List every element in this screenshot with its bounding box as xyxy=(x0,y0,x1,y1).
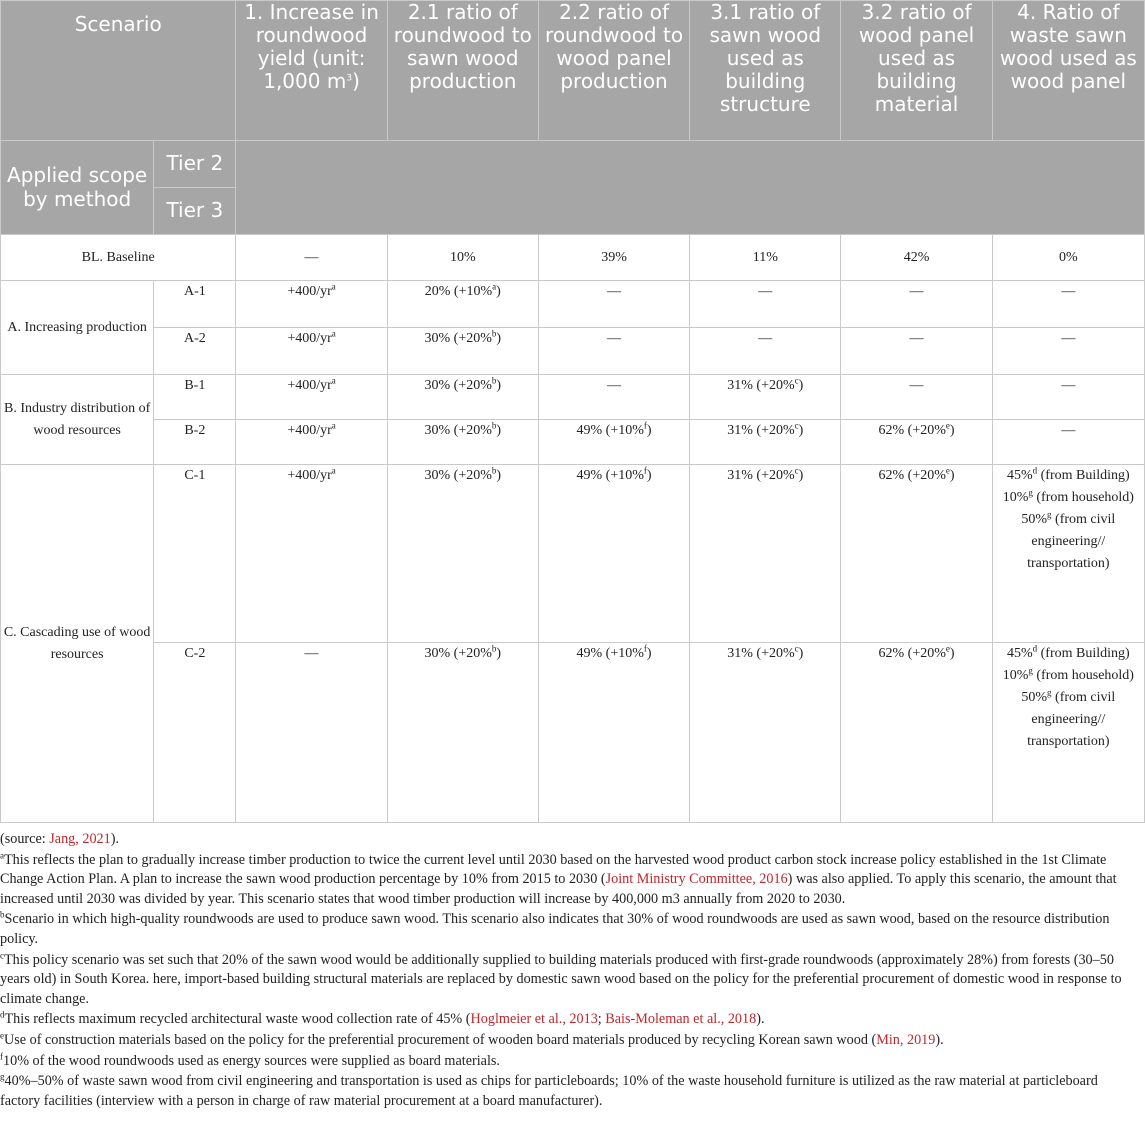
note-text: This reflects maximum recycled architectural waste wood collection rate of 45% ( xyxy=(4,1011,471,1028)
scenario-id: C-1 xyxy=(154,465,236,643)
group-b: B. Industry distribution of wood resources xyxy=(1,375,154,465)
header-sup: 3 xyxy=(346,73,353,84)
cell-value-end: ) xyxy=(496,468,502,483)
cell-value: +400/yr xyxy=(287,423,332,438)
cell xyxy=(690,643,841,823)
cell-value-end: ) xyxy=(949,468,955,483)
cell: 42% xyxy=(841,235,992,281)
cell xyxy=(841,465,992,643)
footnote-mark: g xyxy=(1028,487,1033,498)
cell: — xyxy=(841,375,992,420)
footnote-mark: f xyxy=(643,420,647,431)
footnote-g xyxy=(0,1072,1140,1111)
cell: — xyxy=(236,643,387,823)
cell xyxy=(236,465,387,643)
footnote-mark: e xyxy=(945,643,950,654)
cell: — xyxy=(841,328,992,375)
waste-cell xyxy=(992,643,1144,823)
cell-value-end: ) xyxy=(646,646,652,661)
cell xyxy=(690,375,841,420)
footnote-mark: b xyxy=(491,328,497,339)
note-text: This reflects the plan to gradually increase timber production to twice the current level until 2030 based on the harvested wood product carbon stock increase policy established in the 1st Climate Change Action Plan. A plan to increase the sawn wood production percentage by 10% from 2015 to 2030 ( xyxy=(0,851,1107,888)
cell-value-end: ) xyxy=(496,646,502,661)
cell: 0% xyxy=(992,235,1144,281)
footnote-mark: d xyxy=(1032,643,1038,654)
cell: — xyxy=(236,235,387,281)
cell-value: 62% (+20% xyxy=(878,646,946,661)
cell-value: 62% (+20% xyxy=(878,423,946,438)
waste-value: 50% xyxy=(1021,690,1048,705)
footnote-mark: c xyxy=(794,465,799,476)
cell: — xyxy=(538,375,689,420)
waste-source: (from civil engineering// transportation) xyxy=(1027,690,1116,749)
cell-value: +400/yr xyxy=(287,284,332,299)
cell: — xyxy=(538,328,689,375)
waste-value: 50% xyxy=(1021,512,1048,527)
waste-value: 10% xyxy=(1002,668,1029,683)
cell-value: +400/yr xyxy=(287,331,332,346)
cell-value-end: ) xyxy=(798,646,804,661)
cell: — xyxy=(992,420,1144,465)
cell-value: 30% (+20% xyxy=(424,378,492,393)
header-roundwood-yield xyxy=(236,1,387,141)
cell xyxy=(387,281,538,328)
footnote-d xyxy=(0,1010,1140,1030)
footnote-a xyxy=(0,851,1140,910)
footnote-mark: c xyxy=(794,420,799,431)
header-scenario: Scenario xyxy=(1,1,236,141)
note-text: ). xyxy=(756,1011,765,1028)
footnote-mark: f xyxy=(0,1050,3,1061)
cell-value-end: ) xyxy=(949,423,955,438)
note-text: Scenario in which high-quality roundwoods are used to produce sawn wood. This scenario also indicates that 30% of wood roundwoods are used as sawn wood, based on the resource distribution policy. xyxy=(0,911,1110,947)
note-text: This policy scenario was set such that 20% of the sawn wood would be additionally supplied to building materials produced with first-grade roundwoods (approximately 28%) from forests (30–50 years old) in South Korea. here, import-based building structural materials are replaced by domestic sawn wood based on the policy for the preferential procurement of domestic wood in response to climate change. xyxy=(0,951,1122,1007)
footnote-mark: c xyxy=(794,375,799,386)
cell xyxy=(690,465,841,643)
cell-value: +400/yr xyxy=(287,468,332,483)
footnote-mark: e xyxy=(0,1030,4,1041)
cell: — xyxy=(992,328,1144,375)
cell: — xyxy=(992,281,1144,328)
scenario-id: A-2 xyxy=(154,328,236,375)
cell-value: 31% (+20% xyxy=(727,646,795,661)
note-text: ). xyxy=(110,831,120,847)
header-sawn-wood-ratio: 2.1 ratio of roundwood to sawn wood production xyxy=(387,1,538,141)
waste-source: (from Building) xyxy=(1037,468,1130,483)
cell-value: +400/yr xyxy=(287,378,332,393)
header-building-material-ratio: 3.2 ratio of wood panel used as building material xyxy=(841,1,992,141)
header-building-structure-ratio: 3.1 ratio of sawn wood used as building structure xyxy=(690,1,841,141)
table-row xyxy=(1,420,1145,465)
cell-value: 49% (+10% xyxy=(576,423,644,438)
footnote-mark: d xyxy=(1032,465,1038,476)
note-text: ) was also applied. To apply this scenario, the amount that increased until 2030 was divided by year. This scenario states that wood timber production will increase by 400,000 m3 annually from 2020 to 2030. xyxy=(0,871,1117,907)
header-wood-panel-ratio: 2.2 ratio of roundwood to wood panel production xyxy=(538,1,689,141)
header-row xyxy=(1,1,1145,141)
cell-value: 31% (+20% xyxy=(727,378,795,393)
cell-value-end: ) xyxy=(798,468,804,483)
cell-value: 62% (+20% xyxy=(878,468,946,483)
footnote-mark: b xyxy=(0,909,5,920)
footnote-mark: a xyxy=(331,375,336,386)
cell-value: 20% (+10% xyxy=(424,284,493,299)
footnote-mark: a xyxy=(0,849,4,860)
cell xyxy=(690,420,841,465)
cell-value-end: ) xyxy=(798,378,804,393)
footnote-c xyxy=(0,951,1140,1010)
cell-value-end: ) xyxy=(798,423,804,438)
citation-link[interactable]: Jang, 2021 xyxy=(49,831,111,847)
group-baseline: BL. Baseline xyxy=(1,235,236,281)
note-text: Use of construction materials based on the policy for the preferential procurement of wooden board materials produced by recycling Korean sawn wood ( xyxy=(4,1031,877,1048)
note-text: (source: xyxy=(0,831,50,847)
cell xyxy=(236,420,387,465)
source-note xyxy=(0,830,1140,850)
cell xyxy=(538,420,689,465)
cell xyxy=(841,643,992,823)
cell xyxy=(538,465,689,643)
footnote-mark: f xyxy=(643,643,647,654)
cell-value-end: ) xyxy=(496,284,501,299)
footnote-mark: g xyxy=(1047,509,1052,520)
footnote-b xyxy=(0,910,1140,949)
scenario-id: C-2 xyxy=(154,643,236,823)
scope-tier2: Tier 2 xyxy=(154,141,236,188)
footnote-mark: g xyxy=(0,1071,5,1082)
footnote-mark: a xyxy=(331,420,336,431)
cell xyxy=(387,643,538,823)
cell: — xyxy=(538,281,689,328)
footnote-mark: e xyxy=(945,465,950,476)
cell: — xyxy=(841,281,992,328)
citation-link[interactable]: Joint Ministry Committee, 2016 xyxy=(605,871,788,888)
cell-value-end: ) xyxy=(646,468,652,483)
waste-source: (from civil engineering// transportation) xyxy=(1027,512,1116,571)
scope-tier3: Tier 3 xyxy=(154,188,236,235)
waste-value: 45% xyxy=(1006,468,1033,483)
footnote-mark: a xyxy=(331,281,336,292)
footnote-mark: e xyxy=(945,420,950,431)
cell xyxy=(387,375,538,420)
cell-value-end: ) xyxy=(496,378,502,393)
footnote-mark: c xyxy=(0,949,4,960)
cell-value: 30% (+20% xyxy=(424,423,492,438)
footnote-mark: f xyxy=(643,465,647,476)
group-a: A. Increasing production xyxy=(1,281,154,375)
waste-source: (from household) xyxy=(1032,668,1134,683)
footnote-mark: b xyxy=(491,465,497,476)
cell: 11% xyxy=(690,235,841,281)
cell-value-end: ) xyxy=(949,646,955,661)
citation-link[interactable]: Min, 2019 xyxy=(876,1031,936,1048)
cell-value: 30% (+20% xyxy=(424,646,492,661)
footnote-f xyxy=(0,1052,1140,1072)
cell: 10% xyxy=(387,235,538,281)
group-c: C. Cascading use of wood resources xyxy=(1,465,154,823)
note-text: ; xyxy=(597,1011,606,1028)
table-row xyxy=(1,375,1145,420)
footnote-mark: g xyxy=(1028,665,1033,676)
waste-value: 45% xyxy=(1006,646,1033,661)
table-row xyxy=(1,643,1145,823)
footnote-e xyxy=(0,1031,1140,1051)
cell-value: 49% (+10% xyxy=(576,646,644,661)
table-row xyxy=(1,328,1145,375)
header-roundwood-yield-end: ) xyxy=(352,69,360,93)
scenario-id: A-1 xyxy=(154,281,236,328)
cell: — xyxy=(690,328,841,375)
footnote-mark: a xyxy=(331,465,336,476)
cell: — xyxy=(992,375,1144,420)
cell-value: 30% (+20% xyxy=(424,331,492,346)
citation-link[interactable]: Hoglmeier et al., 2013 xyxy=(470,1011,598,1028)
note-text: ). xyxy=(935,1031,944,1048)
scenario-id: B-2 xyxy=(154,420,236,465)
cell xyxy=(387,328,538,375)
cell: 39% xyxy=(538,235,689,281)
header-waste-wood-ratio: 4. Ratio of waste sawn wood used as wood panel xyxy=(992,1,1144,141)
cell xyxy=(236,328,387,375)
waste-source: (from household) xyxy=(1032,490,1134,505)
waste-value: 10% xyxy=(1002,490,1029,505)
cell-value-end: ) xyxy=(646,423,652,438)
cell xyxy=(236,281,387,328)
cell-value: 49% (+10% xyxy=(576,468,644,483)
footnote-mark: a xyxy=(492,281,497,292)
scenario-id: B-1 xyxy=(154,375,236,420)
footnote-mark: g xyxy=(1047,687,1052,698)
table-row xyxy=(1,465,1145,643)
footnote-mark: b xyxy=(491,375,497,386)
cell xyxy=(236,375,387,420)
cell xyxy=(387,465,538,643)
cell-value: 31% (+20% xyxy=(727,468,795,483)
waste-cell xyxy=(992,465,1144,643)
note-text: 40%–50% of waste sawn wood from civil engineering and transportation is used as chips for particleboards; 10% of the waste household furniture is utilized as the raw material at particleboard factory facilities (interview with a person in charge of raw material procurement at a board manufacturer). xyxy=(0,1073,1098,1109)
footnote-mark: b xyxy=(491,643,497,654)
cell xyxy=(538,643,689,823)
scope-label: Applied scope by method xyxy=(1,141,154,235)
table-row xyxy=(1,235,1145,281)
cell xyxy=(387,420,538,465)
scope-blank xyxy=(236,141,1145,235)
table-footnotes xyxy=(0,830,1140,1112)
scope-row-tier2 xyxy=(1,141,1145,188)
note-text: 10% of the wood roundwoods used as energy sources were supplied as board materials. xyxy=(3,1052,500,1069)
waste-source: (from Building) xyxy=(1037,646,1130,661)
footnote-mark: c xyxy=(794,643,799,654)
cell-value: 30% (+20% xyxy=(424,468,492,483)
cell xyxy=(841,420,992,465)
cell-value: 31% (+20% xyxy=(727,423,795,438)
citation-link[interactable]: Bais-Moleman et al., 2018 xyxy=(605,1011,757,1028)
cell-value-end: ) xyxy=(496,423,502,438)
header-roundwood-yield-text: 1. Increase in roundwood yield (unit: 1,000 m xyxy=(244,0,379,93)
table-row xyxy=(1,281,1145,328)
footnote-mark: d xyxy=(0,1009,5,1020)
cell-value-end: ) xyxy=(496,331,502,346)
footnote-mark: b xyxy=(491,420,497,431)
footnote-mark: a xyxy=(331,328,336,339)
cell: — xyxy=(690,281,841,328)
